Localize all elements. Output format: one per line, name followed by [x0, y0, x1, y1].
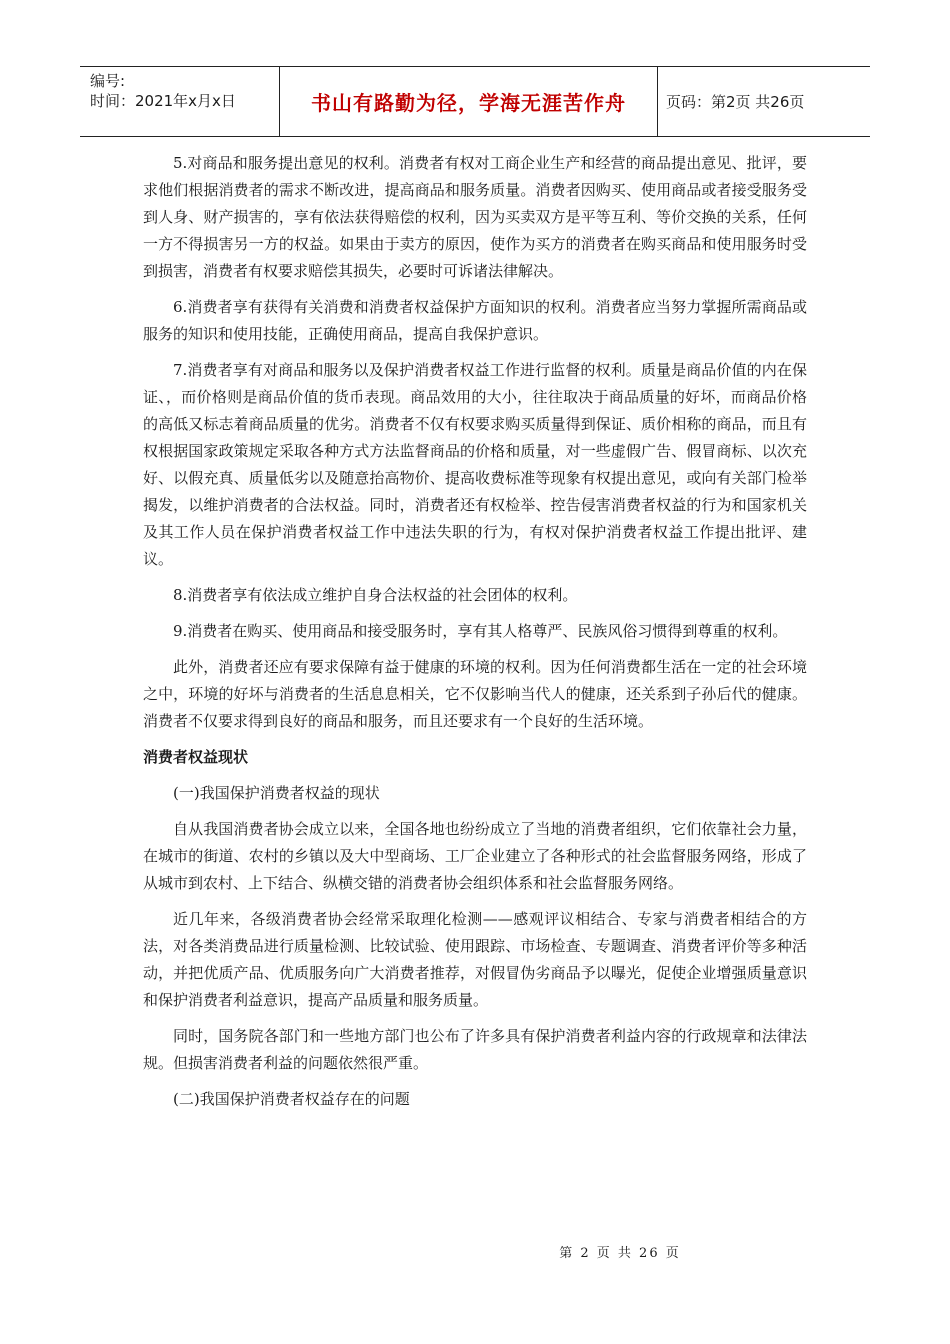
- paragraph: 5.对商品和服务提出意见的权利。消费者有权对工商企业生产和经营的商品提出意见、批评，要求他们根据消费者的需求不断改进，提高商品和服务质量。消费者因购买、使用商品或者接受服务受到人身、财产损害的，享有依法获得赔偿的权利，因为买卖双方是平等互利、等价交换的关系，任何一方不得损害另一方的权益。如果由于卖方的原因，使作为买方的消费者在购买商品和使用服务时受到损害，消费者有权要求赔偿其损失，必要时可诉诸法律解决。: [143, 154, 807, 280]
- header-meta: [80, 67, 280, 136]
- subsection-title: (一)我国保护消费者权益的现状: [173, 784, 380, 802]
- paragraph: 6.消费者享有获得有关消费和消费者权益保护方面知识的权利。消费者应当努力掌握所需商品或服务的知识和使用技能，正确使用商品，提高自我保护意识。: [143, 298, 807, 343]
- paragraph: 近几年来，各级消费者协会经常采取理化检测——感观评议相结合、专家与消费者相结合的方法，对各类消费品进行质量检测、比较试验、使用跟踪、市场检查、专题调查、消费者评价等多种活动，并把优质产品、优质服务向广大消费者推荐，对假冒伪劣商品予以曝光，促使企业增强质量意识和保护消费者利益意识，提高产品质量和服务质量。: [143, 910, 807, 1009]
- page-footer: 第 2 页 共 26 页: [559, 1246, 681, 1261]
- paragraph: 8.消费者享有依法成立维护自身合法权益的社会团体的权利。: [173, 586, 578, 604]
- header-page-code: 页码：第2页 共26页: [666, 93, 805, 111]
- paragraph: 自从我国消费者协会成立以来，全国各地也纷纷成立了当地的消费者组织，它们依靠社会力量，在城市的街道、农村的乡镇以及大中型商场、工厂企业建立了各种形式的社会监督服务网络，形成了从城市到农村、上下结合、纵横交错的消费者协会组织体系和社会监督服务网络。: [143, 820, 807, 892]
- document-number-label: 编号:: [90, 72, 126, 90]
- paragraph: 9.消费者在购买、使用商品和接受服务时，享有其人格尊严、民族风俗习惯得到尊重的权利。: [173, 622, 788, 640]
- section-heading: 消费者权益现状: [143, 748, 249, 766]
- subsection-title: (二)我国保护消费者权益存在的问题: [173, 1090, 410, 1108]
- paragraph: 此外，消费者还应有要求保障有益于健康的环境的权利。因为任何消费都生活在一定的社会环境之中，环境的好坏与消费者的生活息息相关，它不仅影响当代人的健康，还关系到子孙后代的健康。消费者不仅要求得到良好的商品和服务，而且还要求有一个良好的生活环境。: [143, 658, 807, 730]
- header-motto: 书山有路勤为径，学海无涯苦作舟: [280, 67, 658, 136]
- paragraph: 7.消费者享有对商品和服务以及保护消费者权益工作进行监督的权利。质量是商品价值的内在保证、，而价格则是商品价值的货币表现。商品效用的大小，往往取决于商品质量的好坏，而商品价格的高低又标志着商品质量的优劣。消费者不仅有权要求购买质量得到保证、质价相称的商品，而且有权根据国家政策规定采取各种方式方法监督商品的价格和质量，对一些虚假广告、假冒商标、以次充好、以假充真、质量低劣以及随意抬高物价、提高收费标准等现象有权提出意见，或向有关部门检举揭发，以维护消费者的合法权益。同时，消费者还有权检举、控告侵害消费者权益的行为和国家机关及其工作人员在保护消费者权益工作中违法失职的行为，有权对保护消费者权益工作提出批评、建议。: [143, 361, 807, 568]
- document-time-label: 时间：2021年x月x日: [90, 92, 236, 110]
- document-header: [80, 66, 870, 137]
- document-body: [143, 150, 807, 1122]
- paragraph: 同时，国务院各部门和一些地方部门也公布了许多具有保护消费者利益内容的行政规章和法律法规。但损害消费者利益的问题依然很严重。: [143, 1027, 807, 1072]
